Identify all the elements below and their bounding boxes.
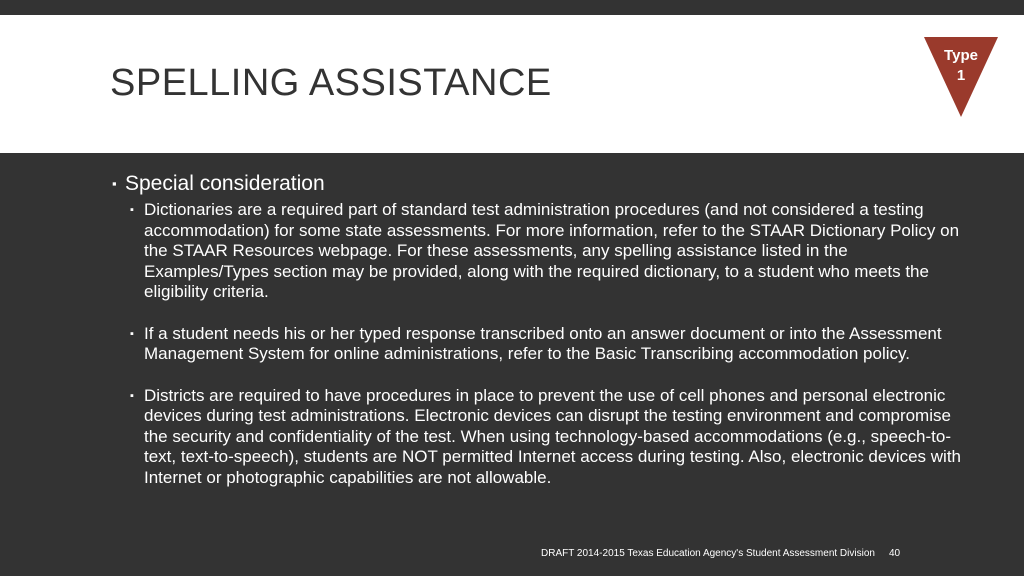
list-item: [130, 386, 972, 489]
slide-body: [112, 170, 972, 509]
bullet-dot-icon: ▪: [130, 327, 134, 340]
list-item: [130, 324, 972, 365]
slide-title: SPELLING ASSISTANCE: [110, 62, 552, 104]
bullet-dot-icon: ▪: [130, 204, 134, 216]
slide-header: [0, 15, 1024, 153]
list-item: [130, 200, 972, 303]
top-bar: [0, 0, 1024, 15]
list-item-text: Districts are required to have procedures in place to prevent the use of cell phones and personal electronic devices during test administrations. Electronic devices can disrupt the testing environment and compromise the security and confidentiality of the test. When using technology-based accommodations (e.g., speech-to-text, text-to-speech), students are NOT permitted Internet access during testing. Also, electronic devices with Internet or photographic capabilities are not allowable.: [144, 385, 962, 487]
bullet-heading: [112, 170, 972, 198]
badge-line-2: 1: [956, 67, 966, 84]
slide-footer: [541, 548, 900, 559]
bullet-dot-icon: ▪: [130, 389, 134, 402]
list-item-text: Dictionaries are a required part of standard test administration procedures (and not considered a testing accommodation) for some state assessments. For more information, refer to the STAAR Dictionary Policy on the STAAR Resources webpage. For these assessments, any spelling assistance listed in the Examples/Types section may be provided, along with the required dictionary, to a student who meets the eligibility criteria.: [144, 200, 960, 301]
type-badge-label: [924, 46, 998, 86]
page-number: 40: [888, 548, 901, 559]
list-item-text: If a student needs his or her typed response transcribed onto an answer document or into the Assessment Management System for online administrations, refer to the Basic Transcribing accommodation policy.: [144, 323, 942, 363]
badge-line-1: Type: [944, 47, 978, 64]
bullet-dot-icon: ▪: [112, 176, 117, 191]
heading-text: Special consideration: [125, 172, 325, 195]
footer-text: DRAFT 2014-2015 Texas Education Agency's Student Assessment Division: [541, 548, 875, 559]
